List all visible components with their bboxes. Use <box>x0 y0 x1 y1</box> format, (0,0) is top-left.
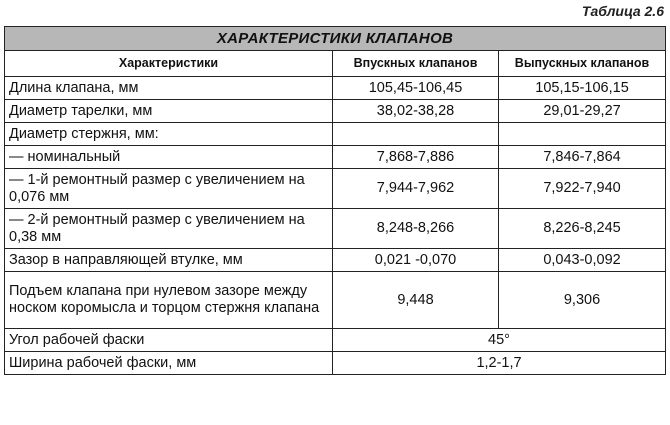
row-label: Ширина рабочей фаски, мм <box>5 352 333 375</box>
table-row <box>5 77 666 100</box>
row-exhaust-value <box>499 123 666 146</box>
row-label: Зазор в направляющей втулке, мм <box>5 249 333 272</box>
header-intake: Впускных клапанов <box>333 51 499 77</box>
row-exhaust-value: 105,15-106,15 <box>499 77 666 100</box>
row-label: Угол рабочей фаски <box>5 329 333 352</box>
row-common-value: 1,2-1,7 <box>333 352 666 375</box>
table-row <box>5 352 666 375</box>
table-caption: Таблица 2.6 <box>581 3 664 19</box>
table-row <box>5 123 666 146</box>
table-row <box>5 272 666 329</box>
row-exhaust-value: 7,846-7,864 <box>499 146 666 169</box>
header-characteristics: Характеристики <box>5 51 333 77</box>
row-intake-value <box>333 123 499 146</box>
row-exhaust-value: 8,226-8,245 <box>499 209 666 249</box>
row-intake-value: 9,448 <box>333 272 499 329</box>
table-title: ХАРАКТЕРИСТИКИ КЛАПАНОВ <box>5 27 666 51</box>
row-label: — номинальный <box>5 146 333 169</box>
row-intake-value: 105,45-106,45 <box>333 77 499 100</box>
row-label: Диаметр тарелки, мм <box>5 100 333 123</box>
row-exhaust-value: 29,01-29,27 <box>499 100 666 123</box>
table-row <box>5 146 666 169</box>
row-label: Длина клапана, мм <box>5 77 333 100</box>
row-exhaust-value: 7,922-7,940 <box>499 169 666 209</box>
row-common-value: 45° <box>333 329 666 352</box>
table-header-row <box>5 51 666 77</box>
table-row <box>5 249 666 272</box>
valve-characteristics-table <box>4 26 666 375</box>
row-intake-value: 7,944-7,962 <box>333 169 499 209</box>
row-exhaust-value: 0,043-0,092 <box>499 249 666 272</box>
row-intake-value: 8,248-8,266 <box>333 209 499 249</box>
table-row <box>5 100 666 123</box>
row-label: — 2-й ремонтный размер с увеличением на 0,38 мм <box>5 209 333 249</box>
row-label: Подъем клапана при нулевом зазоре между носком коромысла и торцом стержня клапана <box>5 272 333 329</box>
row-exhaust-value: 9,306 <box>499 272 666 329</box>
header-exhaust: Выпускных клапанов <box>499 51 666 77</box>
row-intake-value: 7,868-7,886 <box>333 146 499 169</box>
table-row <box>5 169 666 209</box>
table-row <box>5 209 666 249</box>
row-label: Диаметр стержня, мм: <box>5 123 333 146</box>
row-intake-value: 38,02-38,28 <box>333 100 499 123</box>
table-row <box>5 329 666 352</box>
table-title-row <box>5 27 666 51</box>
row-label: — 1-й ремонтный размер с увеличением на 0,076 мм <box>5 169 333 209</box>
row-intake-value: 0,021 -0,070 <box>333 249 499 272</box>
